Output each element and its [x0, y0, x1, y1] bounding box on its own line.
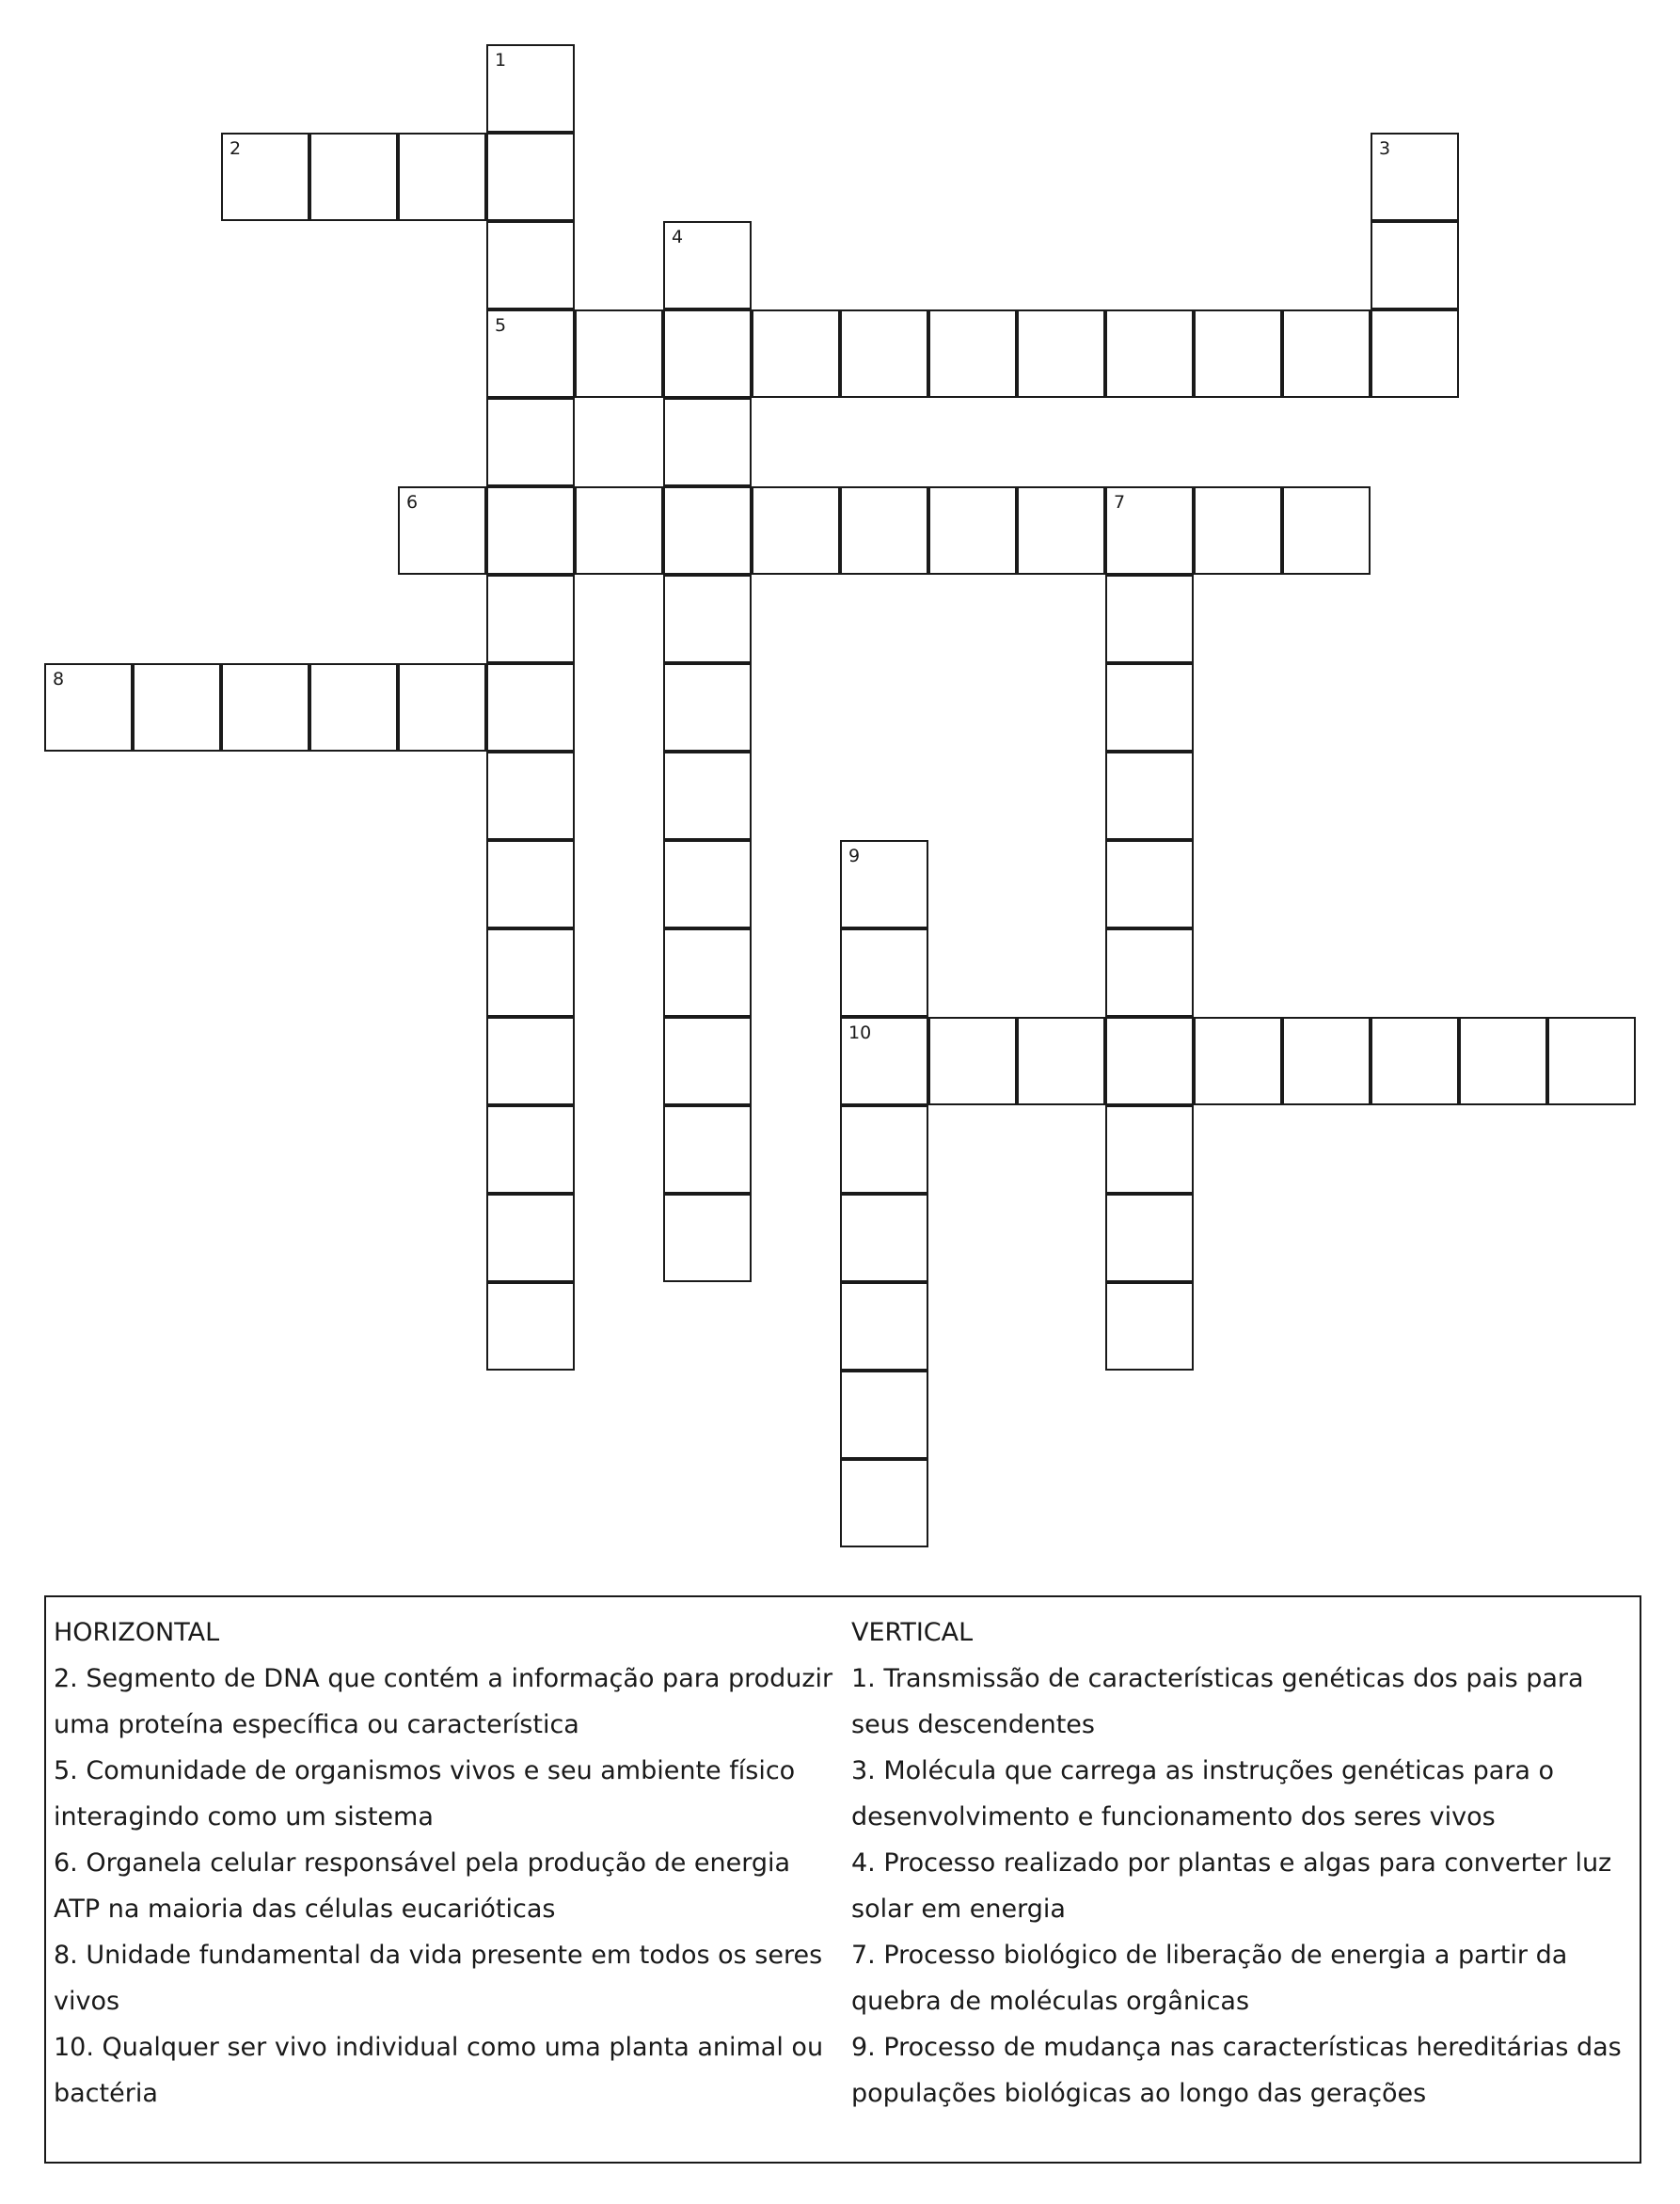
crossword-cell[interactable] — [1105, 575, 1194, 663]
crossword-cell[interactable] — [663, 928, 752, 1017]
clue-number: 8 — [53, 669, 65, 690]
crossword-cell[interactable] — [1194, 309, 1282, 398]
clue-number: 4 — [672, 227, 684, 247]
clues-box — [44, 1595, 1641, 2164]
down-clue: 9. Processo de mudança nas características hereditárias das populações biológicas ao longo das gerações — [851, 2033, 1622, 2108]
clue-number: 9 — [848, 846, 861, 866]
crossword-cell[interactable] — [486, 1194, 575, 1282]
crossword-cell[interactable] — [575, 486, 663, 575]
crossword-cell[interactable] — [840, 928, 928, 1017]
crossword-cell[interactable] — [663, 221, 752, 309]
crossword-cell[interactable] — [752, 486, 840, 575]
crossword-cell[interactable] — [486, 1017, 575, 1105]
clue-number: 3 — [1379, 138, 1391, 159]
crossword-cell[interactable] — [840, 1194, 928, 1282]
down-clue: 1. Transmissão de características genéticas dos pais para seus descendentes — [851, 1664, 1584, 1739]
crossword-cell[interactable] — [1105, 1282, 1194, 1371]
across-clue: 8. Unidade fundamental da vida presente em todos os seres vivos — [54, 1941, 823, 2016]
across-clue: 2. Segmento de DNA que contém a informação para produzir uma proteína específica ou característica — [54, 1664, 833, 1739]
crossword-cell[interactable] — [1371, 1017, 1459, 1105]
crossword-cell[interactable] — [486, 44, 575, 133]
crossword-cell[interactable] — [1282, 486, 1371, 575]
clue-number: 1 — [495, 50, 507, 71]
crossword-cell[interactable] — [663, 1194, 752, 1282]
crossword-cell[interactable] — [663, 309, 752, 398]
crossword-cell[interactable] — [221, 663, 309, 752]
crossword-cell[interactable] — [1105, 840, 1194, 928]
crossword-cell[interactable] — [486, 133, 575, 221]
across-clue: 6. Organela celular responsável pela produção de energia ATP na maioria das células eucarióticas — [54, 1848, 791, 1924]
crossword-cell[interactable] — [1371, 221, 1459, 309]
across-heading: HORIZONTAL — [54, 1618, 220, 1647]
crossword-cell[interactable] — [1371, 133, 1459, 221]
crossword-cell[interactable] — [486, 221, 575, 309]
crossword-cell[interactable] — [1105, 928, 1194, 1017]
crossword-cell[interactable] — [928, 309, 1017, 398]
crossword-cell[interactable] — [663, 752, 752, 840]
crossword-cell[interactable] — [1105, 309, 1194, 398]
crossword-cell[interactable] — [840, 1459, 928, 1547]
crossword-cell[interactable] — [663, 398, 752, 486]
crossword-cell[interactable] — [309, 133, 398, 221]
across-clues — [54, 1610, 834, 2117]
crossword-cell[interactable] — [133, 663, 221, 752]
crossword-cell[interactable] — [486, 840, 575, 928]
crossword-cell[interactable] — [575, 309, 663, 398]
crossword-cell[interactable] — [486, 752, 575, 840]
crossword-cell[interactable] — [309, 663, 398, 752]
crossword-cell[interactable] — [1017, 309, 1105, 398]
crossword-cell[interactable] — [1282, 309, 1371, 398]
down-clues — [851, 1610, 1638, 2117]
clue-number: 6 — [406, 492, 419, 513]
crossword-cell[interactable] — [840, 1105, 928, 1194]
crossword-cell[interactable] — [663, 663, 752, 752]
crossword-cell[interactable] — [663, 1017, 752, 1105]
crossword-cell[interactable] — [1017, 1017, 1105, 1105]
across-clue: 10. Qualquer ser vivo individual como uma planta animal ou bactéria — [54, 2033, 824, 2108]
crossword-cell[interactable] — [398, 133, 486, 221]
clue-number: 7 — [1114, 492, 1126, 513]
crossword-cell[interactable] — [1282, 1017, 1371, 1105]
crossword-cell[interactable] — [486, 398, 575, 486]
crossword-cell[interactable] — [1105, 752, 1194, 840]
crossword-cell[interactable] — [1194, 1017, 1282, 1105]
crossword-cell[interactable] — [663, 486, 752, 575]
crossword-cell[interactable] — [1017, 486, 1105, 575]
crossword-cell[interactable] — [1105, 1194, 1194, 1282]
crossword-cell[interactable] — [44, 663, 133, 752]
down-clue: 7. Processo biológico de liberação de energia a partir da quebra de moléculas orgânicas — [851, 1941, 1568, 2016]
crossword-cell[interactable] — [1105, 486, 1194, 575]
clue-number: 2 — [230, 138, 242, 159]
crossword-cell[interactable] — [1105, 1017, 1194, 1105]
crossword-cell[interactable] — [840, 840, 928, 928]
crossword-cell[interactable] — [1194, 486, 1282, 575]
crossword-cell[interactable] — [663, 575, 752, 663]
crossword-cell[interactable] — [1371, 309, 1459, 398]
crossword-cell[interactable] — [840, 486, 928, 575]
crossword-cell[interactable] — [928, 1017, 1017, 1105]
crossword-cell[interactable] — [486, 1105, 575, 1194]
crossword-cell[interactable] — [663, 1105, 752, 1194]
crossword-cell[interactable] — [840, 1371, 928, 1459]
crossword-cell[interactable] — [840, 1282, 928, 1371]
clue-number: 5 — [495, 315, 507, 336]
crossword-cell[interactable] — [1105, 1105, 1194, 1194]
crossword-cell[interactable] — [486, 309, 575, 398]
crossword-cell[interactable] — [486, 575, 575, 663]
across-clue: 5. Comunidade de organismos vivos e seu ambiente físico interagindo como um sistema — [54, 1756, 796, 1831]
crossword-cell[interactable] — [486, 1282, 575, 1371]
crossword-cell[interactable] — [1459, 1017, 1547, 1105]
crossword-cell[interactable] — [398, 663, 486, 752]
crossword-cell[interactable] — [486, 928, 575, 1017]
crossword-cell[interactable] — [928, 486, 1017, 575]
crossword-cell[interactable] — [1547, 1017, 1636, 1105]
crossword-cell[interactable] — [1105, 663, 1194, 752]
down-clue: 4. Processo realizado por plantas e algas para converter luz solar em energia — [851, 1848, 1612, 1924]
crossword-cell[interactable] — [486, 663, 575, 752]
crossword-cell[interactable] — [840, 309, 928, 398]
crossword-cell[interactable] — [840, 1017, 928, 1105]
crossword-cell[interactable] — [398, 486, 486, 575]
crossword-cell[interactable] — [221, 133, 309, 221]
crossword-cell[interactable] — [486, 486, 575, 575]
clue-number: 10 — [848, 1023, 872, 1043]
crossword-cell[interactable] — [752, 309, 840, 398]
down-clue: 3. Molécula que carrega as instruções genéticas para o desenvolvimento e funcionamento dos seres vivos — [851, 1756, 1555, 1831]
crossword-cell[interactable] — [663, 840, 752, 928]
down-heading: VERTICAL — [851, 1618, 974, 1647]
